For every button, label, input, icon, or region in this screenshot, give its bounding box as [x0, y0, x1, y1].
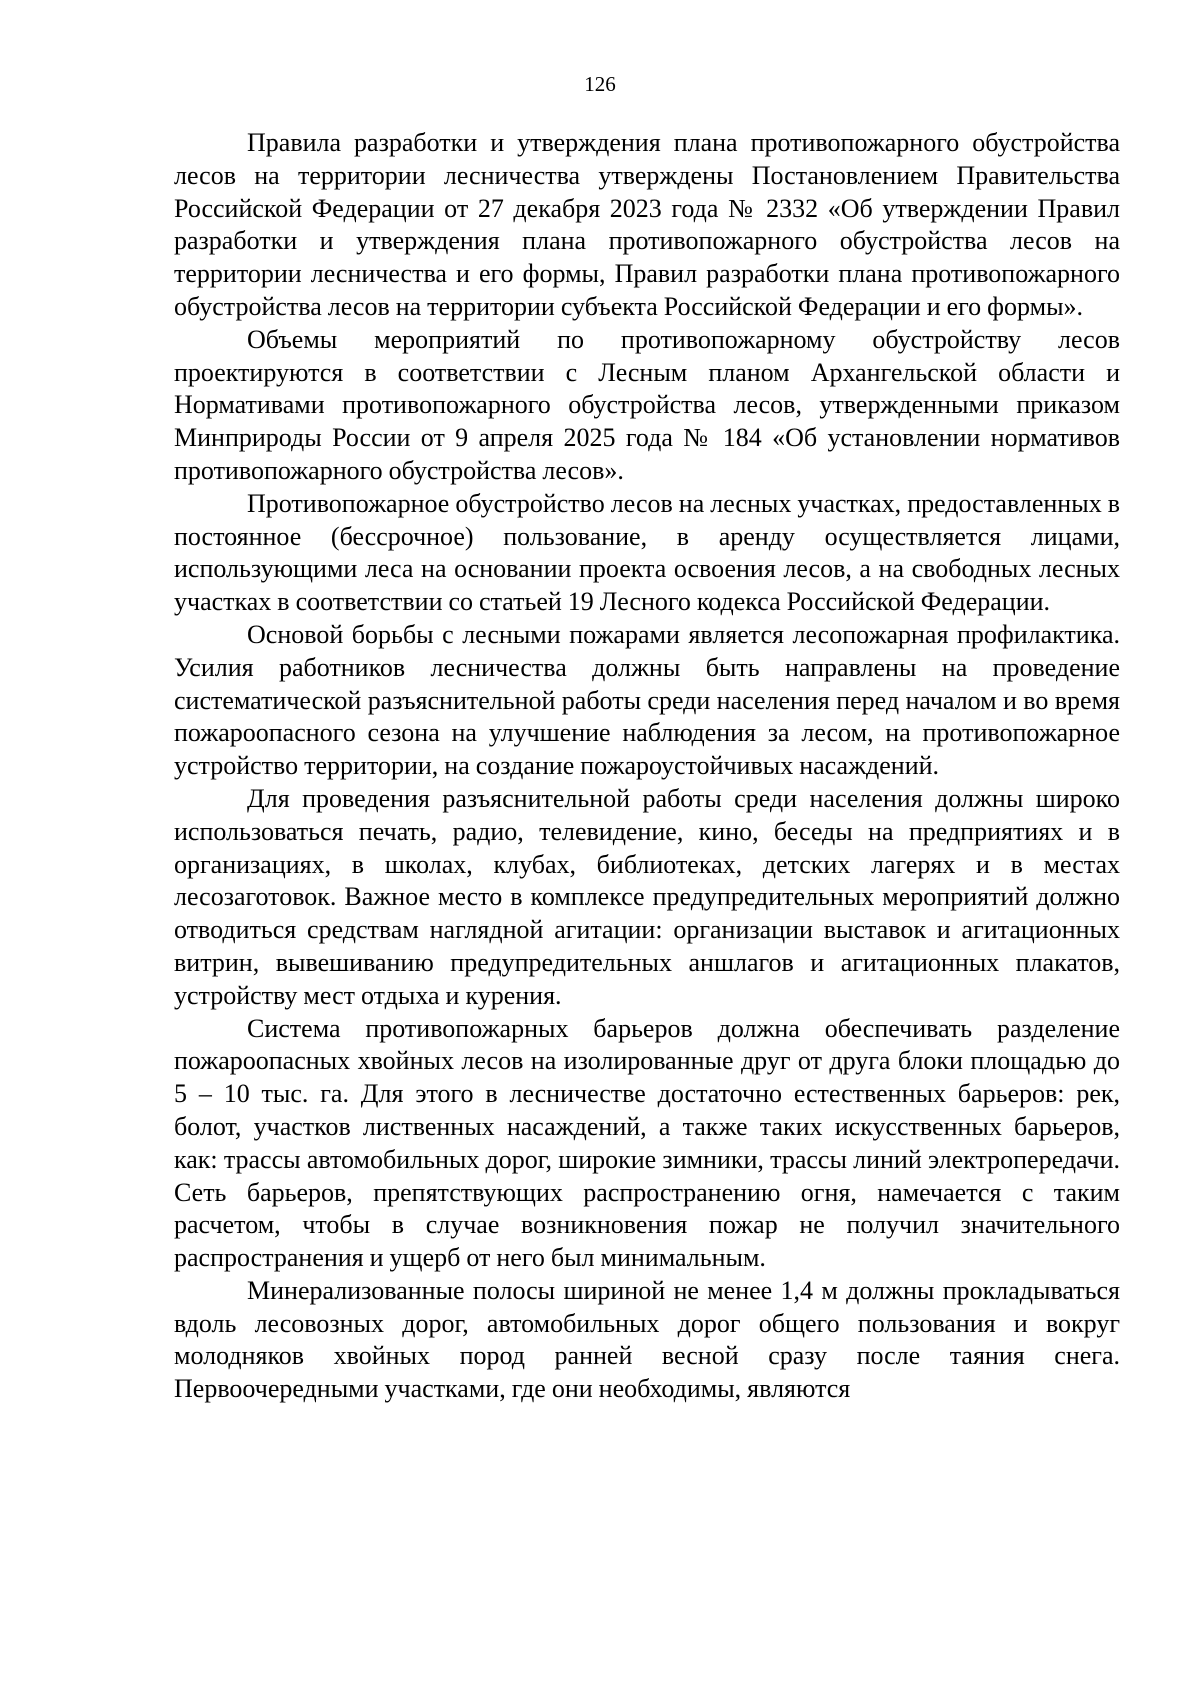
paragraph-mineralized-strips: Минерализованные полосы шириной не менее 1,4 м должны прокладываться вдоль лесовозных дорог, автомобильных дорог общего пользования и вокруг молодняков хвойных пород ранней весной сразу после таяния снега. Первоочередными участками, где они необходимы, являются [174, 1275, 1120, 1404]
paragraph-fire-barriers: Система противопожарных барьеров должна обеспечивать разделение пожароопасных хвойных лесов на изолированные друг от друга блоки площадью до 5 – 10 тыс. га. Для этого в лесничестве достаточно естественных барьеров: рек, болот, участков лиственных насаждений, а также таких искусственных барьеров, как: трассы автомобильных дорог, широкие зимники, трассы линий электропередачи. Сеть барьеров, препятствующих распространению огня, намечается с таким расчетом, чтобы в случае возникновения пожар не получил значительного распространения и ущерб от него был минимальным. [174, 1013, 1120, 1273]
paragraph-fire-prevention: Основой борьбы с лесными пожарами является лесопожарная профилактика. Усилия работников лесничества должны быть направлены на проведение систематической разъяснительной работы среди населения перед началом и во время пожароопасного сезона на улучшение наблюдения за лесом, на противопожарное устройство территории, на создание пожароустойчивых насаждений. [174, 619, 1120, 781]
page-number: 126 [584, 72, 616, 96]
paragraph-leased-plots: Противопожарное обустройство лесов на лесных участках, предоставленных в постоянное (бессрочное) пользование, в аренду осуществляется лицами, использующими леса на основании проекта освоения лесов, а на свободных лесных участках в соответствии со статьей 19 Лесного кодекса Российской Федерации. [174, 488, 1120, 617]
paragraph-measure-volumes: Объемы мероприятий по противопожарному обустройству лесов проектируются в соответствии с Лесным планом Архангельской области и Нормативами противопожарного обустройства лесов, утвержденными приказом Минприроды России от 9 апреля 2025 года № 184 «Об установлении нормативов противопожарного обустройства лесов». [174, 324, 1120, 485]
paragraph-fire-plan-rules: Правила разработки и утверждения плана противопожарного обустройства лесов на территории лесничества утверждены Постановлением Правительства Российской Федерации от 27 декабря 2023 года № 2332 «Об утверждении Правил разработки и утверждения плана противопожарного обустройства лесов на территории лесничества и его формы, Правил разработки плана противопожарного обустройства лесов на территории субъекта Российской Федерации и его формы». [174, 128, 1120, 321]
paragraph-public-outreach: Для проведения разъяснительной работы среди населения должны широко использоваться печать, радио, телевидение, кино, беседы на предприятиях и в организациях, в школах, клубах, библиотеках, детских лагерях и в местах лесозаготовок. Важное место в комплексе предупредительных мероприятий должно отводиться средствам наглядной агитации: организации выставок и агитационных витрин, вывешиванию предупредительных аншлагов и агитационных плакатов, устройству мест отдыха и курения. [174, 783, 1120, 1010]
text-body [174, 127, 1120, 1406]
